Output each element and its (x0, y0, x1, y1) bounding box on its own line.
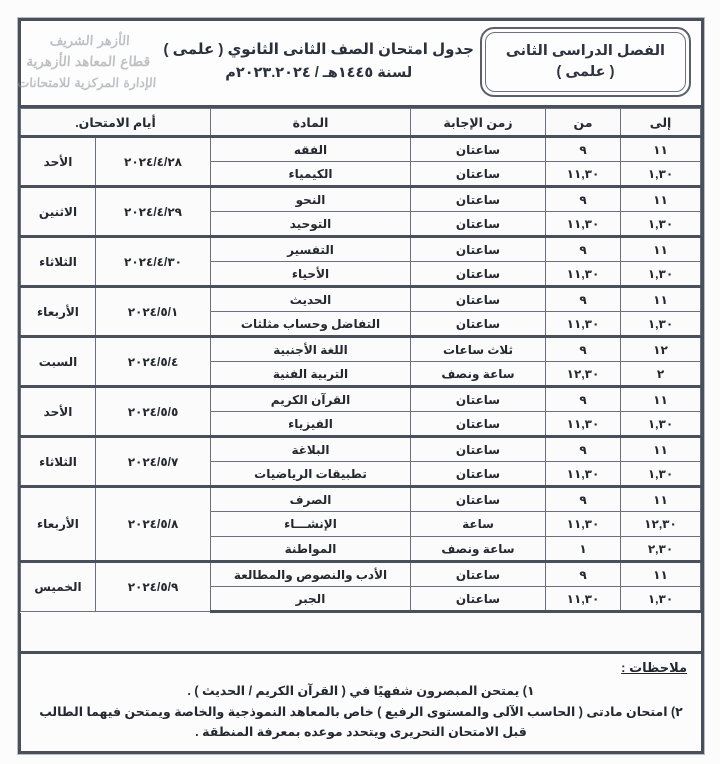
term-badge-inner (485, 32, 686, 92)
cell-time-to: ١,٣٠ (621, 587, 701, 612)
cell-duration: ساعتان (411, 412, 546, 437)
table-head (21, 109, 701, 137)
cell-subject: القرآن الكريم (211, 387, 411, 412)
cell-duration: ساعتان (411, 487, 546, 512)
cell-subject: الحديث (211, 287, 411, 312)
table-row (21, 487, 701, 512)
cell-time-to: ١,٣٠ (621, 262, 701, 287)
cell-subject: الأدب والنصوص والمطالعة (211, 562, 411, 587)
schedule-table-wrapper (21, 108, 701, 651)
table-body (21, 137, 701, 612)
table-row (21, 187, 701, 212)
cell-exam-date: ٢٠٢٤/٤/٢٨ (96, 137, 211, 187)
cell-time-from: ٩ (546, 137, 621, 162)
cell-time-from: ١١,٣٠ (546, 512, 621, 537)
cell-time-from: ٩ (546, 562, 621, 587)
cell-duration: ساعة ونصف (411, 537, 546, 562)
note-item: ١) يمتحن المبصرون شفهيًا في ( القرآن الكريم / الحديث ) . (187, 684, 535, 699)
table-header-row (21, 109, 701, 137)
column-header-duration: زمن الإجابة (411, 109, 546, 137)
cell-time-to: ١,٣٠ (621, 462, 701, 487)
cell-subject: الإنشـــاء (211, 512, 411, 537)
document-frame (18, 18, 704, 754)
cell-exam-date: ٢٠٢٤/٥/١ (96, 287, 211, 337)
cell-time-from: ٩ (546, 387, 621, 412)
cell-time-from: ١١,٣٠ (546, 262, 621, 287)
cell-duration: ساعتان (411, 312, 546, 337)
cell-time-from: ١١,٣٠ (546, 462, 621, 487)
cell-subject: الفقه (211, 137, 411, 162)
table-row (21, 137, 701, 162)
table-row (21, 287, 701, 312)
page-title-main: جدول امتحان الصف الثانى الثانوي ( علمى ) (163, 41, 474, 59)
cell-duration: ساعة (411, 512, 546, 537)
table-row (21, 387, 701, 412)
cell-time-from: ٩ (546, 487, 621, 512)
logo-line-3: الإدارة المركزية للامتحانات (16, 74, 157, 90)
cell-duration: ساعتان (411, 287, 546, 312)
table-row (21, 337, 701, 362)
cell-time-from: ٩ (546, 237, 621, 262)
cell-time-to: ١,٣٠ (621, 162, 701, 187)
cell-duration: ساعتان (411, 162, 546, 187)
cell-exam-date: ٢٠٢٤/٥/٤ (96, 337, 211, 387)
page-title (157, 38, 479, 85)
cell-exam-date: ٢٠٢٤/٤/٢٩ (96, 187, 211, 237)
cell-duration: ساعتان (411, 587, 546, 612)
cell-duration: ساعتان (411, 187, 546, 212)
table-row (21, 237, 701, 262)
cell-time-to: ١١ (621, 237, 701, 262)
cell-duration: ساعتان (411, 212, 546, 237)
cell-time-from: ١ (546, 537, 621, 562)
cell-time-to: ١٢ (621, 337, 701, 362)
cell-time-from: ٩ (546, 287, 621, 312)
cell-duration: ساعتان (411, 137, 546, 162)
term-label-line1: الفصل الدراسى الثانى (505, 43, 665, 59)
cell-exam-date: ٢٠٢٤/٥/٨ (96, 487, 211, 562)
cell-duration: ساعتان (411, 237, 546, 262)
cell-time-from: ١١,٣٠ (546, 212, 621, 237)
cell-subject: تطبيقات الرياضيات (211, 462, 411, 487)
cell-time-to: ١١ (621, 387, 701, 412)
cell-exam-date: ٢٠٢٤/٥/٥ (96, 387, 211, 437)
term-label-line2: ( علمى ) (556, 64, 615, 81)
cell-exam-date: ٢٠٢٤/٥/٩ (96, 562, 211, 612)
cell-subject: الكيمياء (211, 162, 411, 187)
cell-subject: الفيزياء (211, 412, 411, 437)
cell-exam-day: الثلاثاء (21, 437, 96, 487)
cell-time-from: ١٢,٣٠ (546, 362, 621, 387)
cell-time-to: ١,٣٠ (621, 212, 701, 237)
exam-schedule-table (20, 108, 701, 613)
cell-exam-day: الأحد (21, 137, 96, 187)
cell-time-to: ١,٣٠ (621, 412, 701, 437)
cell-subject: النحو (211, 187, 411, 212)
cell-exam-day: الأربعاء (21, 287, 96, 337)
document-header (16, 21, 701, 108)
cell-duration: ساعتان (411, 462, 546, 487)
table-row (21, 437, 701, 462)
cell-time-from: ٩ (546, 187, 621, 212)
cell-time-from: ٩ (546, 337, 621, 362)
cell-duration: ساعتان (411, 387, 546, 412)
cell-time-to: ١١ (621, 137, 701, 162)
cell-time-to: ١١ (621, 187, 701, 212)
cell-subject: التفاضل وحساب مثلثات (211, 312, 411, 337)
cell-exam-day: الأحد (21, 387, 96, 437)
cell-time-from: ١١,٣٠ (546, 162, 621, 187)
cell-duration: ساعتان (411, 562, 546, 587)
cell-time-to: ١١ (621, 437, 701, 462)
cell-subject: التربية الفنية (211, 362, 411, 387)
column-header-days: أيام الامتحان. (21, 109, 211, 137)
cell-subject: التوحيد (211, 212, 411, 237)
table-row (21, 562, 701, 587)
azhar-logo (11, 32, 160, 92)
cell-time-from: ١١,٣٠ (546, 587, 621, 612)
cell-duration: ساعتان (411, 262, 546, 287)
cell-exam-date: ٢٠٢٤/٥/٧ (96, 437, 211, 487)
notes-list (35, 681, 687, 743)
cell-time-to: ٢ (621, 362, 701, 387)
cell-subject: البلاغة (211, 437, 411, 462)
cell-time-to: ١١ (621, 562, 701, 587)
cell-subject: اللغة الأجنبية (211, 337, 411, 362)
cell-time-from: ٩ (546, 437, 621, 462)
cell-exam-day: السبت (21, 337, 96, 387)
cell-subject: التفسير (211, 237, 411, 262)
cell-time-from: ١١,٣٠ (546, 312, 621, 337)
cell-exam-day: الثلاثاء (21, 237, 96, 287)
cell-time-to: ١,٣٠ (621, 312, 701, 337)
cell-time-to: ٢,٣٠ (621, 537, 701, 562)
cell-time-to: ١٢,٣٠ (621, 512, 701, 537)
logo-line-1: الأزهر الشريف (49, 33, 131, 49)
cell-time-to: ١١ (621, 487, 701, 512)
cell-subject: الجبر (211, 587, 411, 612)
cell-duration: ساعتان (411, 437, 546, 462)
logo-line-2: قطاع المعاهد الأزهرية (25, 53, 151, 70)
cell-time-to: ١١ (621, 287, 701, 312)
cell-duration: ساعة ونصف (411, 362, 546, 387)
column-header-from: من (546, 109, 621, 137)
page-title-year: لسنة ١٤٤٥هـ / ٢٠٢٣.٢٠٢٤م (225, 65, 413, 82)
cell-subject: الأحياء (211, 262, 411, 287)
cell-subject: المواطنة (211, 537, 411, 562)
cell-exam-day: الأربعاء (21, 487, 96, 562)
cell-time-from: ١١,٣٠ (546, 412, 621, 437)
column-header-subject: المادة (211, 109, 411, 137)
notes-title: ملاحظات : (621, 660, 687, 676)
cell-subject: الصرف (211, 487, 411, 512)
cell-duration: ثلاث ساعات (411, 337, 546, 362)
column-header-to: إلى (621, 109, 701, 137)
cell-exam-day: الاثنين (21, 187, 96, 237)
term-badge (480, 27, 691, 97)
cell-exam-day: الخميس (21, 562, 96, 612)
cell-exam-date: ٢٠٢٤/٤/٣٠ (96, 237, 211, 287)
note-item: ٢) امتحان مادتى ( الحاسب الآلى والمستوى الرفيع ) خاص بالمعاهد النموذجية والخاصة ويمتحن فيهما الطالب قبل الامتحان التحريرى ويتحدد موعده بمعرفة المنطقة . (39, 704, 683, 740)
notes-section (21, 651, 701, 751)
